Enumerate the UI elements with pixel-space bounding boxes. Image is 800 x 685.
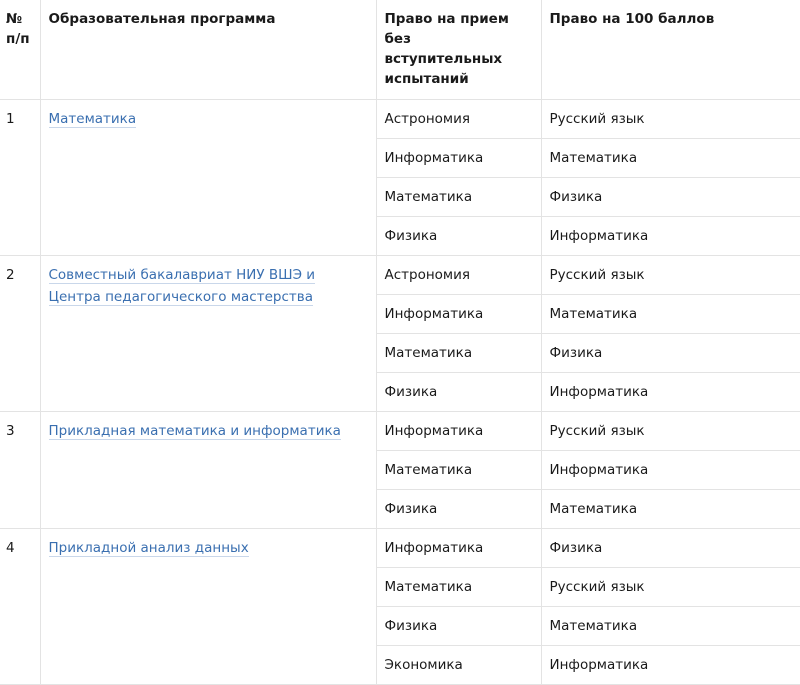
program-link[interactable]: Совместный бакалавриат НИУ ВШЭ и Центра педагогического мастерства — [48, 267, 316, 305]
header-100-points: Право на 100 баллов — [541, 0, 800, 100]
score-100-subject: Математика — [541, 295, 800, 334]
program-cell — [40, 100, 376, 256]
table-row — [0, 529, 800, 568]
no-exam-subject: Информатика — [376, 529, 541, 568]
program-cell — [40, 412, 376, 529]
no-exam-subject: Физика — [376, 217, 541, 256]
no-exam-subject: Физика — [376, 490, 541, 529]
no-exam-subject: Физика — [376, 373, 541, 412]
header-program: Образовательная программа — [40, 0, 376, 100]
score-100-subject: Информатика — [541, 373, 800, 412]
score-100-subject: Физика — [541, 529, 800, 568]
score-100-subject: Информатика — [541, 646, 800, 685]
no-exam-subject: Математика — [376, 334, 541, 373]
no-exam-subject: Математика — [376, 451, 541, 490]
no-exam-subject: Математика — [376, 568, 541, 607]
header-number: № п/п — [0, 0, 40, 100]
score-100-subject: Математика — [541, 490, 800, 529]
no-exam-subject: Астрономия — [376, 100, 541, 139]
program-link[interactable]: Математика — [48, 111, 137, 127]
program-cell — [40, 256, 376, 412]
score-100-subject: Математика — [541, 607, 800, 646]
score-100-subject: Русский язык — [541, 256, 800, 295]
score-100-subject: Русский язык — [541, 568, 800, 607]
table-row — [0, 100, 800, 139]
score-100-subject: Русский язык — [541, 100, 800, 139]
program-cell — [40, 529, 376, 685]
score-100-subject: Информатика — [541, 451, 800, 490]
program-link[interactable]: Прикладная математика и информатика — [48, 423, 341, 439]
score-100-subject: Физика — [541, 334, 800, 373]
score-100-subject: Физика — [541, 178, 800, 217]
header-no-exam: Право на прием без вступительных испытаний — [376, 0, 541, 100]
program-link[interactable]: Прикладной анализ данных — [48, 540, 249, 556]
table-header — [0, 0, 800, 100]
no-exam-subject: Экономика — [376, 646, 541, 685]
score-100-subject: Русский язык — [541, 412, 800, 451]
score-100-subject: Математика — [541, 139, 800, 178]
no-exam-subject: Математика — [376, 178, 541, 217]
table-body — [0, 100, 800, 685]
no-exam-subject: Информатика — [376, 412, 541, 451]
table-row — [0, 412, 800, 451]
row-number: 4 — [0, 529, 40, 685]
no-exam-subject: Астрономия — [376, 256, 541, 295]
header-row — [0, 0, 800, 100]
no-exam-subject: Физика — [376, 607, 541, 646]
table-row — [0, 256, 800, 295]
score-100-subject: Информатика — [541, 217, 800, 256]
no-exam-subject: Информатика — [376, 295, 541, 334]
row-number: 1 — [0, 100, 40, 256]
row-number: 3 — [0, 412, 40, 529]
row-number: 2 — [0, 256, 40, 412]
no-exam-subject: Информатика — [376, 139, 541, 178]
